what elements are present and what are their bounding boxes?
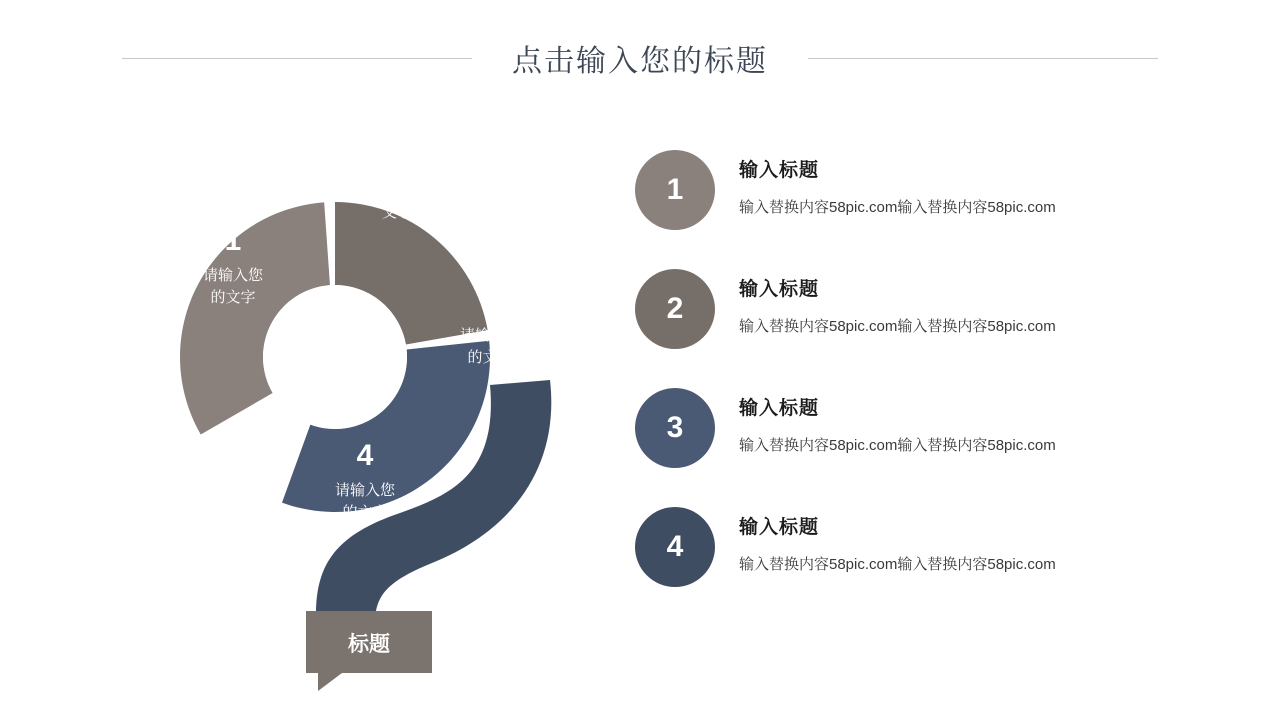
header-rule-right: [808, 58, 1158, 59]
diagram-segment-1-line1: 请输入您: [202, 267, 264, 284]
info-list: [635, 150, 1235, 626]
list-item-3-body: [739, 388, 1056, 460]
list-item[interactable]: [635, 507, 1235, 587]
diagram-segment-2-number: 2: [388, 139, 406, 172]
list-item-2-desc: 输入替换内容58pic.com输入替换内容58pic.com: [739, 318, 1056, 335]
list-item-3-desc: 输入替换内容58pic.com输入替换内容58pic.com: [739, 437, 1056, 454]
list-item-2-body: [739, 269, 1056, 341]
diagram-center-hole: [263, 285, 407, 429]
diagram-segment-2-line2: 文字: [381, 204, 413, 221]
diagram-segment-4-number: 4: [356, 439, 374, 472]
diagram-segment-2-line1: 请输入您的: [359, 182, 435, 199]
list-item-2-bullet: 2: [635, 269, 715, 349]
list-item-1-desc: 输入替换内容58pic.com输入替换内容58pic.com: [739, 199, 1056, 216]
diagram-tag-pointer: [318, 673, 342, 691]
diagram-segment-4-line2: 的文字: [342, 504, 388, 521]
list-item-1-bullet: 1: [635, 150, 715, 230]
diagram-segment-4-line1: 请输入您: [334, 482, 396, 499]
diagram-segment-1-number: 1: [224, 224, 242, 257]
list-item-1-title: 输入标题: [739, 160, 820, 181]
diagram-segment-1-line2: 的文字: [210, 289, 256, 306]
list-item-4-bullet: 4: [635, 507, 715, 587]
list-item-4-title: 输入标题: [739, 517, 820, 538]
list-item-1-body: [739, 150, 1056, 222]
question-mark-diagram: [120, 95, 640, 695]
page-title: 点击输入您的标题: [512, 45, 768, 78]
list-item-3-bullet: 3: [635, 388, 715, 468]
list-item[interactable]: [635, 150, 1235, 230]
slide-header: [0, 28, 1280, 88]
diagram-segment-3-line2: 的文字: [467, 349, 513, 366]
list-item[interactable]: [635, 388, 1235, 468]
diagram-segment-3-number: 3: [481, 284, 499, 317]
diagram-tag-label: 标题: [348, 633, 390, 656]
list-item-3-title: 输入标题: [739, 398, 820, 419]
list-item-4-desc: 输入替换内容58pic.com输入替换内容58pic.com: [739, 556, 1056, 573]
list-item-2-title: 输入标题: [739, 279, 820, 300]
list-item[interactable]: [635, 269, 1235, 349]
diagram-segment-3-line1: 请输入您: [459, 327, 521, 344]
list-item-4-body: [739, 507, 1056, 579]
header-rule-left: [122, 58, 472, 59]
